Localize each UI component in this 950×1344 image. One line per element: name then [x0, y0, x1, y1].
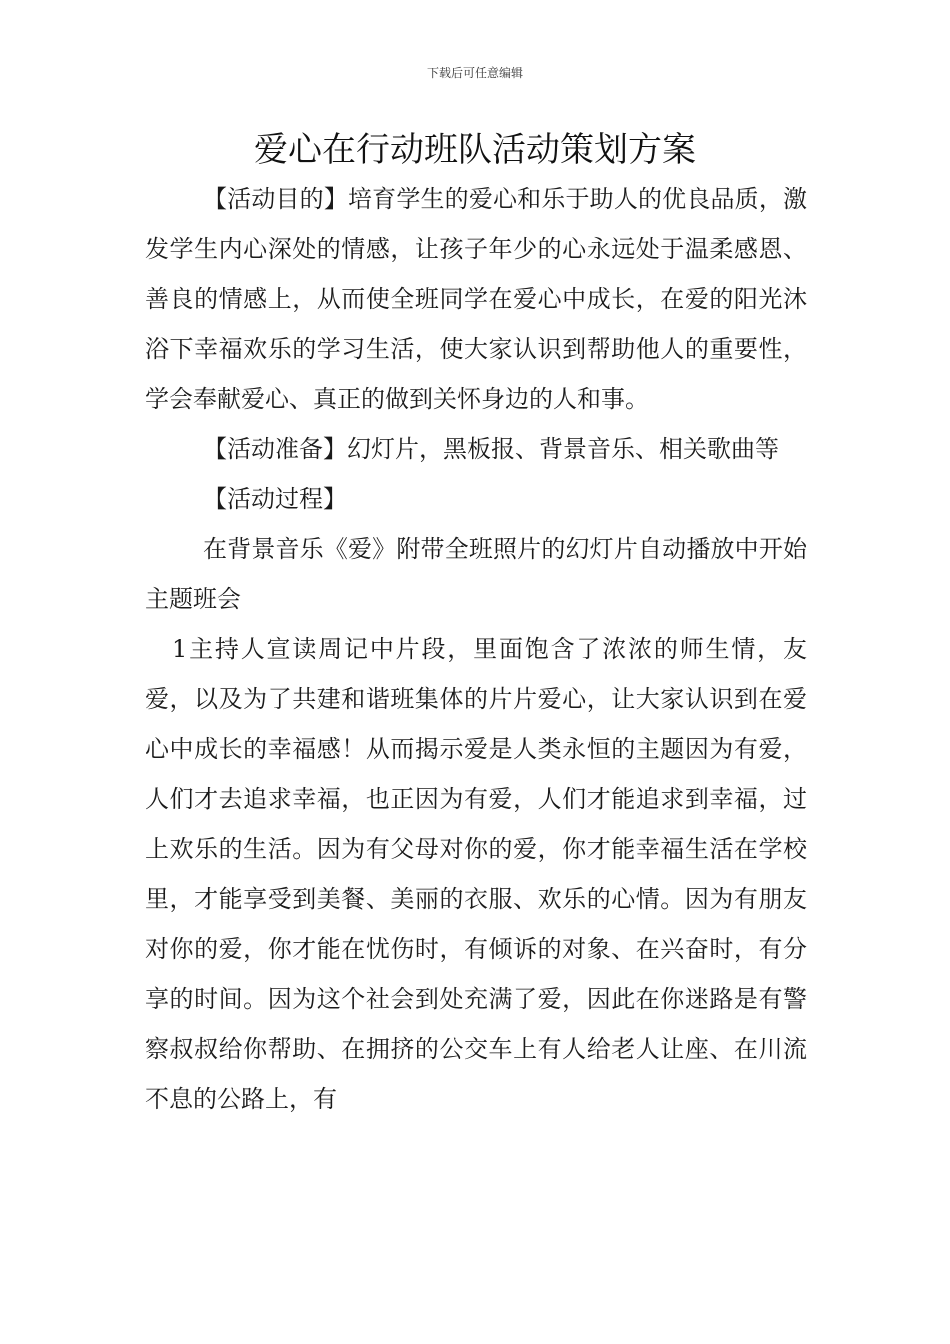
paragraph-activity-process-heading: 【活动过程】	[203, 485, 347, 513]
paragraph-activity-purpose: 【活动目的】培育学生的爱心和乐于助人的优良品质，激发学生内心深处的情感，让孩子年少的心永远处于温柔感恩、善良的情感上，从而使全班同学在爱心中成长，在爱的阳光沐浴下幸福欢乐的学习生活，使大家认识到帮助他人的重要性，学会奉献爱心、真正的做到关怀身边的人和事。	[145, 185, 807, 413]
document-body	[145, 174, 807, 1124]
paragraph-process-step-1: 1主持人宣读周记中片段，里面饱含了浓浓的师生情，友爱，以及为了共建和谐班集体的片片爱心，让大家认识到在爱心中成长的幸福感！从而揭示爱是人类永恒的主题因为有爱，人们才去追求幸福，也正因为有爱，人们才能追求到幸福，过上欢乐的生活。因为有父母对你的爱，你才能幸福生活在学校里，才能享受到美餐、美丽的衣服、欢乐的心情。因为有朋友对你的爱，你才能在忧伤时，有倾诉的对象、在兴奋时，有分享的时间。因为这个社会到处充满了爱，因此在你迷路是有警察叔叔给你帮助、在拥挤的公交车上有人给老人让座、在川流不息的公路上，有	[145, 635, 807, 1113]
page-header-note: 下载后可任意编辑	[426, 66, 523, 80]
paragraph-process-intro: 在背景音乐《爱》附带全班照片的幻灯片自动播放中开始主题班会	[145, 535, 807, 613]
paragraph-activity-preparation: 【活动准备】幻灯片，黑板报、背景音乐、相关歌曲等	[203, 435, 779, 463]
document-title: 爱心在行动班队活动策划方案	[254, 130, 696, 170]
